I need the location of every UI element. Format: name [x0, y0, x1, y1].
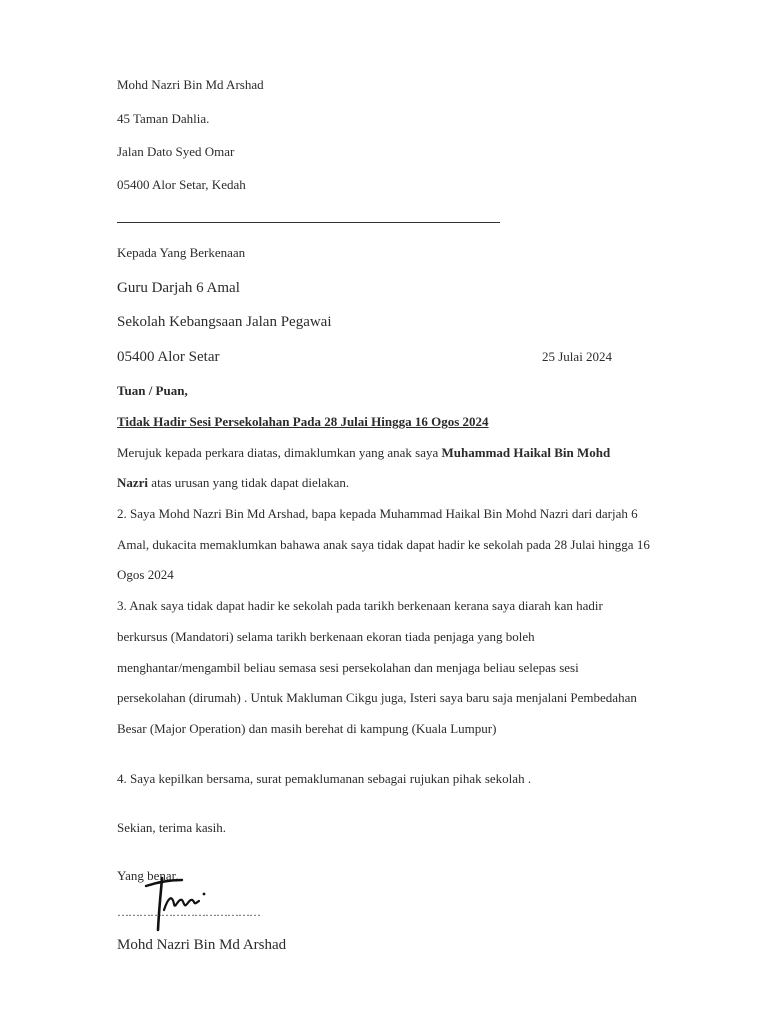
p1-text-d: atas urusan yang tidak dapat dielakan.	[148, 475, 350, 490]
sender-address-line-3: 05400 Alor Setar, Kedah	[117, 177, 246, 192]
signature-dotted-line: …………………………………	[117, 905, 260, 919]
sender-address-line-1: 45 Taman Dahlia.	[117, 111, 210, 126]
recipient-line-3: 05400 Alor Setar	[117, 349, 220, 365]
recipient-heading: Kepada Yang Berkenaan	[117, 245, 246, 260]
paragraph-2-line-3: Ogos 2024	[117, 567, 174, 582]
handwritten-signature	[140, 868, 220, 938]
greeting: Tuan / Puan,	[117, 383, 188, 398]
paragraph-3-line-2: berkursus (Mandatori) selama tarikh berkenaan ekoran tiada penjaga yang boleh	[117, 629, 535, 644]
paragraph-2-line-2: Amal, dukacita memaklumkan bahawa anak saya tidak dapat hadir ke sekolah pada 28 Julai hingga 16	[117, 537, 650, 552]
paragraph-4: 4. Saya kepilkan bersama, surat pemaklumanan sebagai rujukan pihak sekolah .	[117, 771, 532, 786]
paragraph-3-line-3: menghantar/mengambil beliau semasa sesi persekolahan dan menjaga beliau selepas sesi	[117, 660, 579, 675]
closing-thanks: Sekian, terima kasih.	[117, 820, 227, 835]
sender-address-line-2: Jalan Dato Syed Omar	[117, 144, 235, 159]
signer-name: Mohd Nazri Bin Md Arshad	[117, 937, 287, 953]
p1-text-a: Merujuk kepada perkara diatas, dimaklumkan yang anak saya	[117, 445, 442, 460]
p1-child-name: Muhammad Haikal Bin Mohd	[441, 445, 611, 460]
paragraph-2-line-1: 2. Saya Mohd Nazri Bin Md Arshad, bapa kepada Muhammad Haikal Bin Mohd Nazri dari darjah 6	[117, 506, 638, 521]
paragraph-3-line-4: persekolahan (dirumah) . Untuk Makluman Cikgu juga, Isteri saya baru saja menjalani Pembedahan	[117, 690, 637, 705]
paragraph-3-line-1: 3. Anak saya tidak dapat hadir ke sekolah pada tarikh berkenaan kerana saya diarah kan hadir	[117, 598, 603, 613]
recipient-line-1: Guru Darjah 6 Amal	[117, 280, 240, 296]
recipient-line-2: Sekolah Kebangsaan Jalan Pegawai	[117, 314, 332, 330]
closing-yours: Yang benar,	[117, 868, 179, 883]
paragraph-1-line-1	[117, 445, 610, 461]
p1-child-name-end: Nazri	[117, 475, 149, 490]
paragraph-3-line-5: Besar (Major Operation) dan masih berehat di kampung (Kuala Lumpur)	[117, 721, 497, 736]
letter-date: 25 Julai 2024	[542, 349, 613, 364]
sender-name: Mohd Nazri Bin Md Arshad	[117, 77, 264, 92]
paragraph-1-line-2	[117, 475, 349, 491]
letter-subject: Tidak Hadir Sesi Persekolahan Pada 28 Julai Hingga 16 Ogos 2024	[117, 414, 489, 429]
separator-line	[117, 222, 500, 223]
